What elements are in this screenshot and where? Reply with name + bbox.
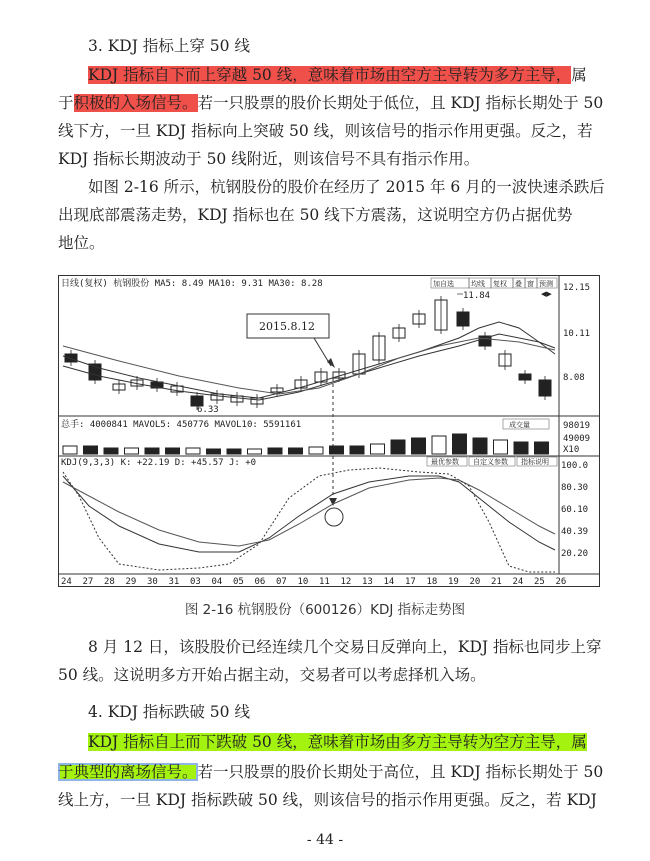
date-tick: 18 xyxy=(426,577,438,586)
btn-adjust[interactable]: 复权 xyxy=(493,280,507,288)
volume-bar xyxy=(494,440,508,454)
kdj-chart-figure xyxy=(58,275,600,587)
btn-ma[interactable]: 均线 xyxy=(471,280,485,288)
highlight-red[interactable]: 积极的入场信号。 xyxy=(73,94,198,112)
volume-bar xyxy=(371,444,385,454)
btn-add-watch[interactable]: 加自选 xyxy=(433,280,454,288)
price-header: 日线(复权) 杭钢股份 MA5: 8.49 MA10: 9.31 MA30: 8.28 xyxy=(61,279,323,289)
volume-bar xyxy=(63,446,77,454)
date-tick: 26 xyxy=(555,577,567,586)
volume-bar xyxy=(289,448,303,454)
date-tick: 04 xyxy=(211,577,223,586)
toolbar-buttons xyxy=(431,278,557,298)
volume-bar xyxy=(391,440,405,454)
date-tick: 05 xyxy=(233,577,244,586)
kdj-tick: 60.10 xyxy=(561,505,589,515)
section3-p1-line1: KDJ 指标自下而上穿越 50 线，意味着市场由空方主导转为多方主导，属 xyxy=(88,66,587,84)
volume-tick: X10 xyxy=(563,445,580,455)
volume-bar xyxy=(535,442,549,454)
date-tick: 27 xyxy=(82,577,94,586)
btn-arrows[interactable]: ◀▶ xyxy=(541,290,552,298)
date-axis xyxy=(61,577,566,586)
annotation-date: 2015.8.12 xyxy=(259,320,315,333)
btn-custom-params[interactable]: 自定义参数 xyxy=(473,458,508,466)
volume-bar xyxy=(309,447,323,454)
volume-bar xyxy=(248,449,262,454)
date-tick: 31 xyxy=(168,577,180,586)
section3-p1-line4: KDJ 指标长期波动于 50 线附近，则该信号不具有指示作用。 xyxy=(58,150,480,168)
figure-caption: 图 2-16 杭钢股份（600126）KDJ 指标走势图 xyxy=(184,602,466,618)
volume-bar xyxy=(473,438,487,454)
date-tick: 11 xyxy=(319,577,330,586)
date-tick: 21 xyxy=(491,577,502,586)
volume-bar xyxy=(227,449,241,454)
date-tick: 24 xyxy=(61,577,72,586)
date-tick: 06 xyxy=(254,577,266,586)
p3-line1: 8 月 12 日，该股股价已经连续几个交易日反弹向上，KDJ 指标也同步上穿 xyxy=(88,638,602,656)
volume-bar xyxy=(514,442,528,454)
volume-bar xyxy=(186,448,200,454)
p3-line2: 50 线。这说明多方开始占据主动，交易者可以考虑择机入场。 xyxy=(58,666,486,684)
volume-bar xyxy=(166,448,180,454)
kdj-tick: 40.39 xyxy=(561,527,589,537)
kdj-chart-svg xyxy=(59,276,599,586)
date-tick: 10 xyxy=(297,577,309,586)
date-tick: 30 xyxy=(147,577,158,586)
volume-bar xyxy=(268,448,282,454)
volume-bar xyxy=(330,446,344,454)
date-tick: 28 xyxy=(104,577,115,586)
volume-bar xyxy=(350,446,364,454)
btn-overlay[interactable]: 叠 xyxy=(515,280,522,288)
date-tick: 20 xyxy=(469,577,481,586)
kdj-d-line xyxy=(63,478,555,546)
date-tick: 13 xyxy=(362,577,373,586)
btn-forecast[interactable]: 预测 xyxy=(539,280,553,288)
volume-bar xyxy=(145,448,159,454)
volume-bar xyxy=(453,434,467,454)
kdj-tick: 20.20 xyxy=(561,549,589,559)
high-price-label: 11.84 xyxy=(463,291,491,301)
date-tick: 17 xyxy=(405,577,416,586)
kdj-k-line xyxy=(63,476,555,552)
section4-p1-line3: 线上方，一旦 KDJ 指标跌破 50 线，则该信号的指示作用更强。反之，若 KDJ xyxy=(58,791,597,809)
btn-window[interactable]: 窗 xyxy=(527,280,534,288)
btn-volume[interactable]: 成交量 xyxy=(509,421,530,429)
date-tick: 25 xyxy=(534,577,545,586)
volume-tick: 49009 xyxy=(563,434,591,444)
volume-header: 总手: 4000841 MAVOL5: 450776 MAVOL10: 5591161 xyxy=(61,420,302,430)
highlight-green[interactable]: KDJ 指标自上而下跌破 50 线，意味着市场由多方主导转为空方主导，属 xyxy=(88,733,587,751)
btn-indicator-help[interactable]: 指标说明 xyxy=(521,458,549,466)
volume-bar xyxy=(125,448,139,454)
candlesticks xyxy=(65,296,551,410)
date-tick: 24 xyxy=(512,577,524,586)
kdj-tick: 100.0 xyxy=(561,461,589,471)
date-tick: 19 xyxy=(448,577,459,586)
price-tick: 8.08 xyxy=(563,373,585,383)
date-tick: 12 xyxy=(340,577,352,586)
price-tick: 12.15 xyxy=(563,283,591,293)
section4-heading: 4. KDJ 指标跌破 50 线 xyxy=(88,703,250,721)
date-tick: 03 xyxy=(190,577,201,586)
date-tick: 14 xyxy=(383,577,395,586)
kdj-tick: 80.30 xyxy=(561,483,589,493)
crossover-circle xyxy=(325,508,343,526)
low-price-label: 6.33 xyxy=(197,405,219,415)
section4-p1-line2: 于典型的离场信号。若一只股票的股价长期处于高位，且 KDJ 指标长期处于 50 xyxy=(58,763,604,781)
section3-p2-line1: 如图 2-16 所示，杭钢股份的股价在经历了 2015 年 6 月的一波快速杀跌后 xyxy=(88,178,605,196)
volume-bar xyxy=(432,436,446,454)
section3-p1-line2: 于积极的入场信号。若一只股票的股价长期处于低位，且 KDJ 指标长期处于 50 xyxy=(58,94,604,112)
section3-p1-line3: 线下方，一旦 KDJ 指标向上突破 50 线，则该信号的指示作用更强。反之，若 xyxy=(58,122,593,140)
page-number: - 44 - xyxy=(306,832,344,848)
volume-bars xyxy=(63,434,549,454)
volume-bar xyxy=(412,438,426,454)
kdj-header: KDJ(9,3,3) K: +22.19 D: +45.57 J: +0 xyxy=(61,458,257,468)
price-tick: 10.11 xyxy=(563,329,591,339)
highlight-green-selected[interactable]: 于典型的离场信号。 xyxy=(58,763,198,781)
date-tick: 07 xyxy=(276,577,287,586)
volume-bar xyxy=(207,449,221,454)
btn-best-params[interactable]: 最优参数 xyxy=(431,458,459,466)
section3-p2-line3: 地位。 xyxy=(58,234,105,252)
date-tick: 29 xyxy=(125,577,137,586)
volume-tick: 98019 xyxy=(563,421,591,431)
volume-bar xyxy=(104,448,118,454)
volume-bar xyxy=(84,446,98,454)
highlight-red[interactable]: KDJ 指标自下而上穿越 50 线，意味着市场由空方主导转为多方主导， xyxy=(88,66,572,84)
section4-p1-line1 xyxy=(88,732,587,752)
section3-p2-line2: 出现底部震荡走势，KDJ 指标也在 50 线下方震荡，这说明空方仍占据优势 xyxy=(58,206,573,224)
section3-heading: 3. KDJ 指标上穿 50 线 xyxy=(88,37,250,55)
